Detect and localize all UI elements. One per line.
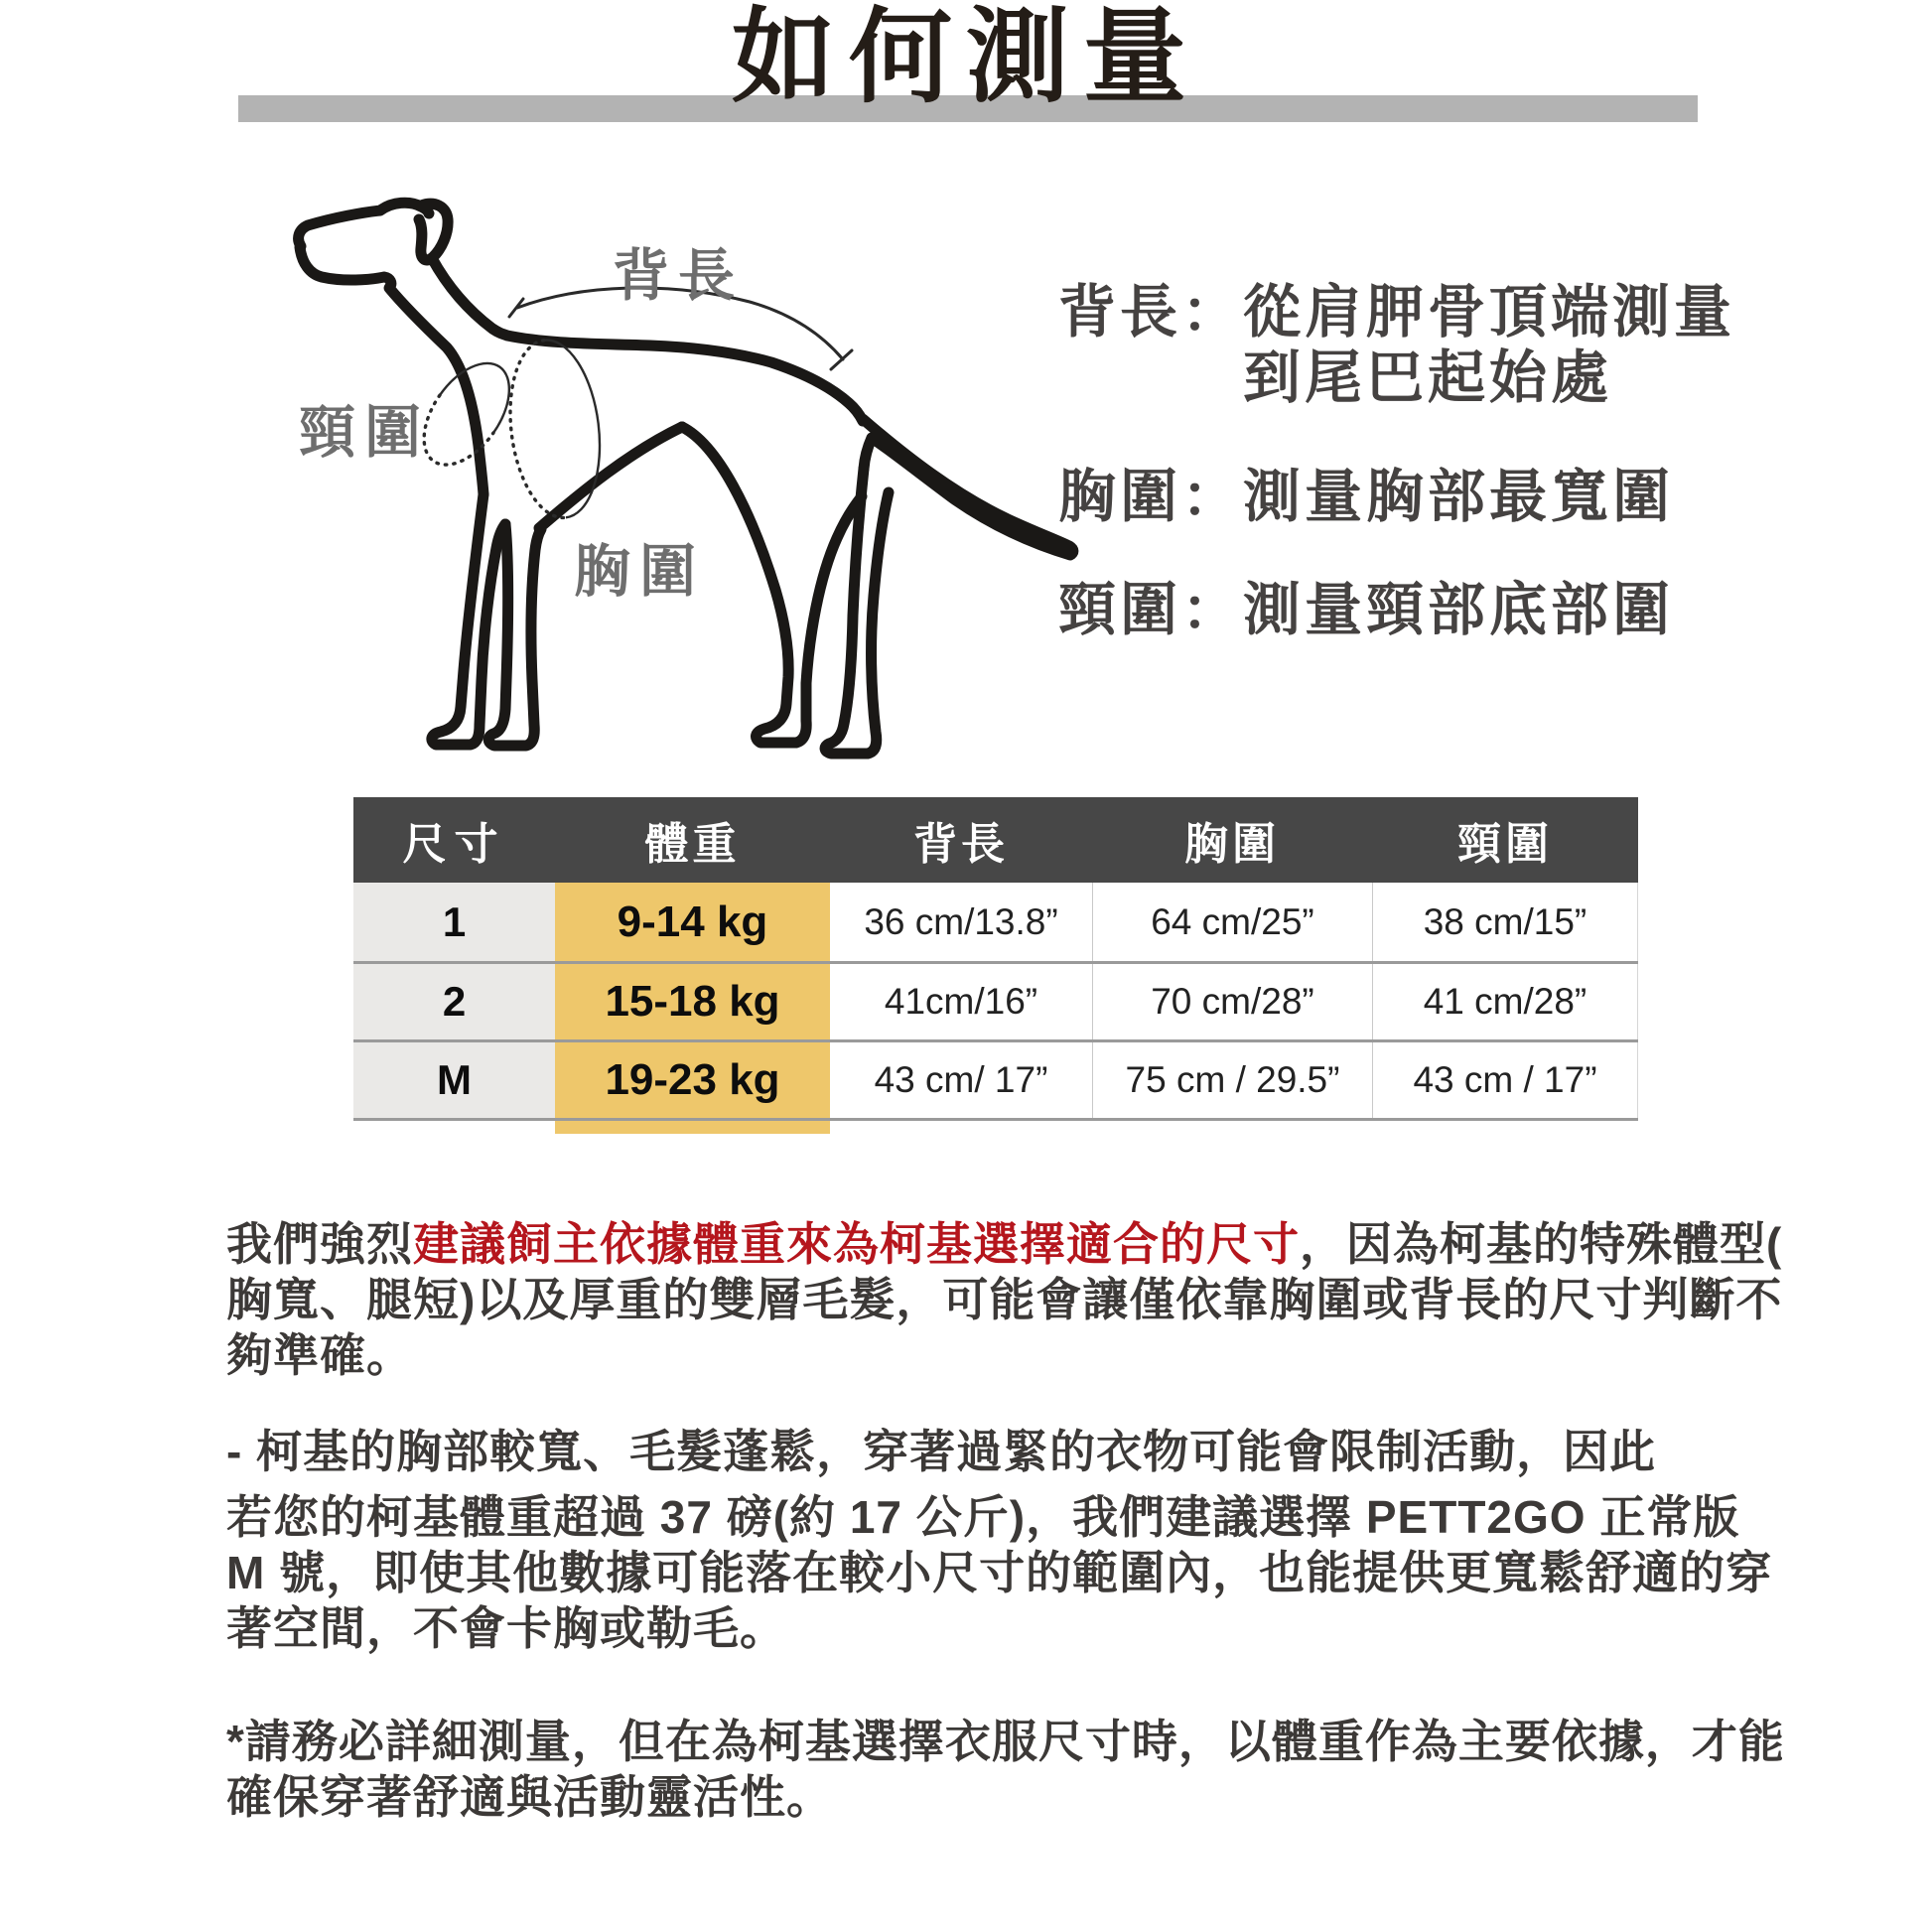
cell-size: M: [353, 1042, 555, 1118]
cell-back: 43 cm/ 17”: [830, 1042, 1092, 1118]
header-neck: 頸圍: [1457, 820, 1553, 869]
cell-chest: 64 cm/25”: [1092, 883, 1372, 961]
cell-neck: 43 cm / 17”: [1372, 1042, 1638, 1118]
header-chest: 胸圍: [1184, 820, 1280, 869]
instruction-text: [1243, 280, 1735, 411]
paragraph-line: 確保穿著舒適與活動靈活性。: [226, 1771, 833, 1823]
instruction-text-line: 到尾巴起始處: [1243, 345, 1613, 410]
weight-column-accent-strip: [555, 1121, 830, 1134]
text-segment: ，因為柯基的特殊體型(: [1300, 1218, 1783, 1270]
weight-advice-paragraph: [226, 1489, 1773, 1656]
instruction-back-length: [1058, 280, 1735, 411]
dog-head-outline: [299, 203, 429, 246]
table-row: [353, 961, 1638, 1039]
paragraph-line: M 號，即使其他數據可能落在較小尺寸的範圍內，也能提供更寬鬆舒適的穿: [226, 1547, 1773, 1598]
size-chart-table: [353, 797, 1638, 1121]
measurement-reminder-paragraph: [226, 1714, 1785, 1825]
cell-back: 36 cm/13.8”: [830, 883, 1092, 961]
instruction-text: 測量頸部底部圍: [1243, 578, 1675, 642]
table-row: [353, 883, 1638, 961]
chest-measure-ellipse: [500, 335, 609, 522]
header-weight: 體重: [644, 820, 741, 869]
dog-hind-far-leg: [825, 469, 889, 754]
page-title: 如何測量: [731, 0, 1200, 115]
dog-belly-line: [539, 427, 682, 528]
cell-neck: 38 cm/15”: [1372, 883, 1638, 961]
instruction-text-line: 從肩胛骨頂端測量: [1243, 280, 1736, 345]
size-chart-header-row: [353, 797, 1638, 883]
paragraph-line: - 柯基的胸部較寬、毛髮蓬鬆，穿著過緊的衣物可能會限制活動，因此: [226, 1426, 1657, 1477]
cell-chest: 75 cm / 29.5”: [1092, 1042, 1372, 1118]
cell-weight: 9-14 kg: [555, 883, 830, 961]
instruction-label: 頸圍：: [1058, 578, 1244, 642]
corgi-note-paragraph: [226, 1424, 1725, 1479]
header-back: 背長: [913, 820, 1009, 869]
cell-back: 41cm/16”: [830, 964, 1092, 1039]
cell-chest: 70 cm/28”: [1092, 964, 1372, 1039]
dog-tail: [863, 419, 1073, 555]
paragraph-line: [226, 1216, 1783, 1272]
paragraph-line: 若您的柯基體重超過 37 磅(約 17 公斤)，我們建議選擇 PETT2GO 正常版: [226, 1491, 1740, 1543]
paragraph-line: *請務必詳細測量，但在為柯基選擇衣服尺寸時，以體重作為主要依據，才能: [226, 1716, 1785, 1767]
dog-front-leg: [432, 494, 505, 745]
instruction-label: 背長：: [1058, 280, 1244, 345]
paragraph-line: 胸寬、腿短)以及厚重的雙層毛髮，可能會讓僅依靠胸圍或背長的尺寸判斷不: [226, 1274, 1783, 1325]
recommendation-paragraph: [226, 1216, 1783, 1383]
table-row: [353, 1039, 1638, 1118]
diagram-label-chest-girth: 胸圍: [574, 540, 705, 604]
highlighted-recommendation-text: 建議飼主依據體重來為柯基選擇適合的尺寸: [413, 1218, 1300, 1270]
instruction-label: 胸圍：: [1058, 465, 1244, 529]
paragraph-line: 夠準確。: [226, 1329, 413, 1381]
cell-size: 1: [353, 883, 555, 961]
instruction-chest-girth: [1058, 467, 1735, 528]
dog-measurement-diagram: [223, 149, 1097, 804]
cell-neck: 41 cm/28”: [1372, 964, 1638, 1039]
header-size: 尺寸: [402, 820, 506, 869]
text-segment: 我們強烈: [226, 1218, 413, 1270]
paragraph-line: 著空間，不會卡胸或勒毛。: [226, 1602, 786, 1654]
measuring-instructions: [1058, 280, 1735, 641]
cell-weight: 19-23 kg: [555, 1042, 830, 1118]
diagram-label-back-length: 背長: [613, 244, 744, 308]
instruction-text: 測量胸部最寬圍: [1243, 465, 1675, 529]
dog-hind-leg: [682, 427, 862, 743]
size-chart-body: [353, 883, 1638, 1121]
diagram-label-neck-girth: 頸圍: [299, 401, 430, 465]
cell-size: 2: [353, 964, 555, 1039]
instruction-neck-girth: [1058, 580, 1735, 641]
cell-weight: 15-18 kg: [555, 964, 830, 1039]
